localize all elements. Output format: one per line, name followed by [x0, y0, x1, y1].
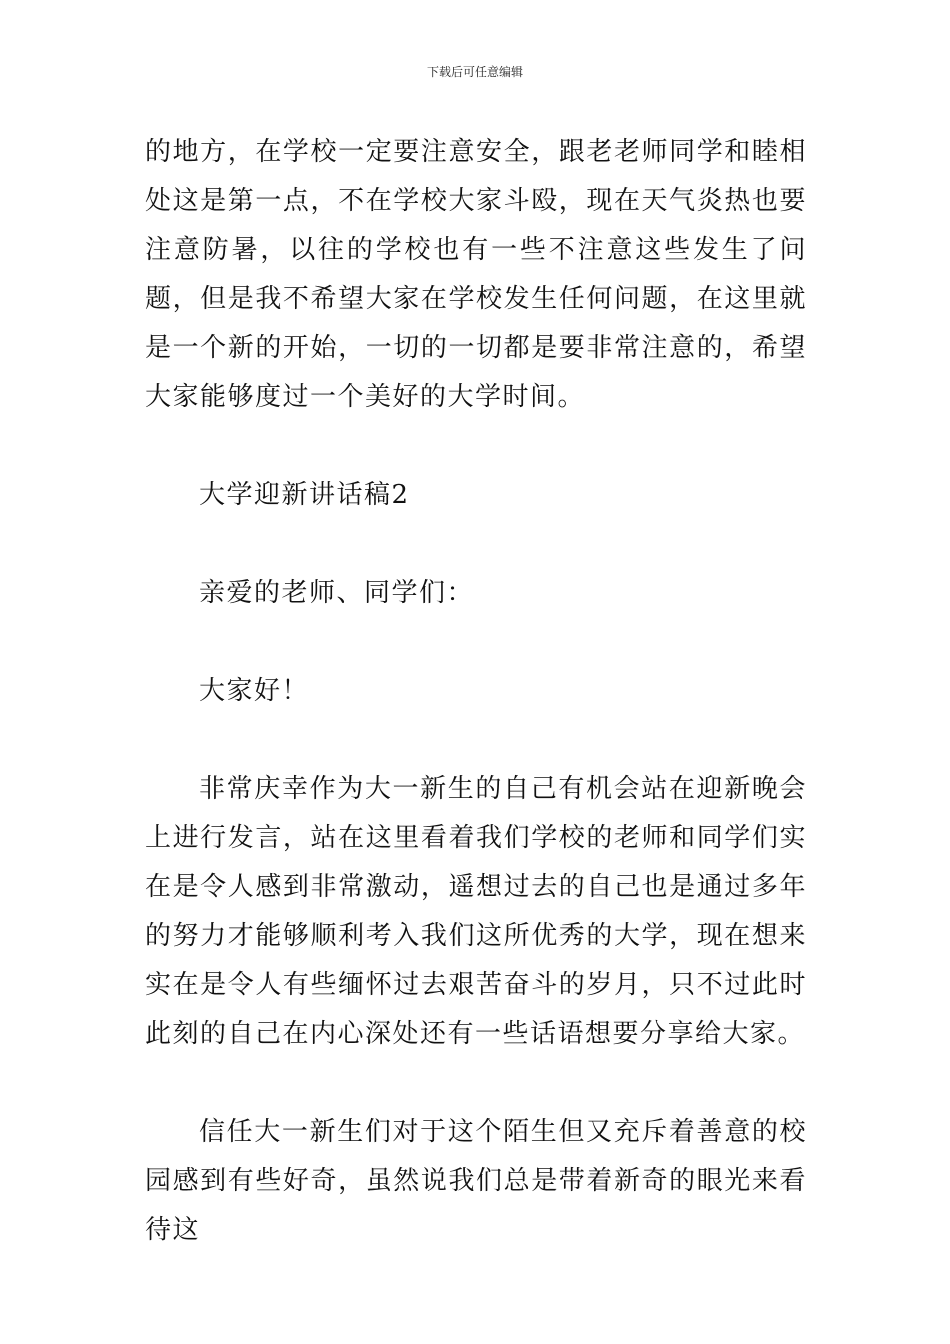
paragraph-body: 信任大一新生们对于这个陌生但又充斥着善意的校园感到有些好奇，虽然说我们总是带着新奇的眼光来看待这 — [145, 1117, 807, 1245]
salutation: 亲爱的老师、同学们： — [199, 578, 475, 608]
section-title: 大学迎新讲话稿2 — [199, 480, 410, 510]
paragraph-continuation: 的地方，在学校一定要注意安全，跟老老师同学和睦相处这是第一点，不在学校大家斗殴，现在天气炎热也要注意防暑，以往的学校也有一些不注意这些发生了问题，但是我不希望大家在学校发生任何问题，在这里就是一个新的开始，一切的一切都是要非常注意的，希望大家能够度过一个美好的大学时间。 — [145, 137, 807, 412]
paragraph-opening: 非常庆幸作为大一新生的自己有机会站在迎新晚会上进行发言，站在这里看着我们学校的老师和同学们实在是令人感到非常激动，遥想过去的自己也是通过多年的努力才能够顺利考入我们这所优秀的大学，现在想来实在是令人有些缅怀过去艰苦奋斗的岁月，只不过此时此刻的自己在内心深处还有一些话语想要分享给大家。 — [145, 774, 807, 1049]
page-header: 下载后可任意编辑 — [426, 65, 523, 79]
document-body — [145, 128, 807, 1255]
greeting: 大家好！ — [199, 676, 310, 706]
